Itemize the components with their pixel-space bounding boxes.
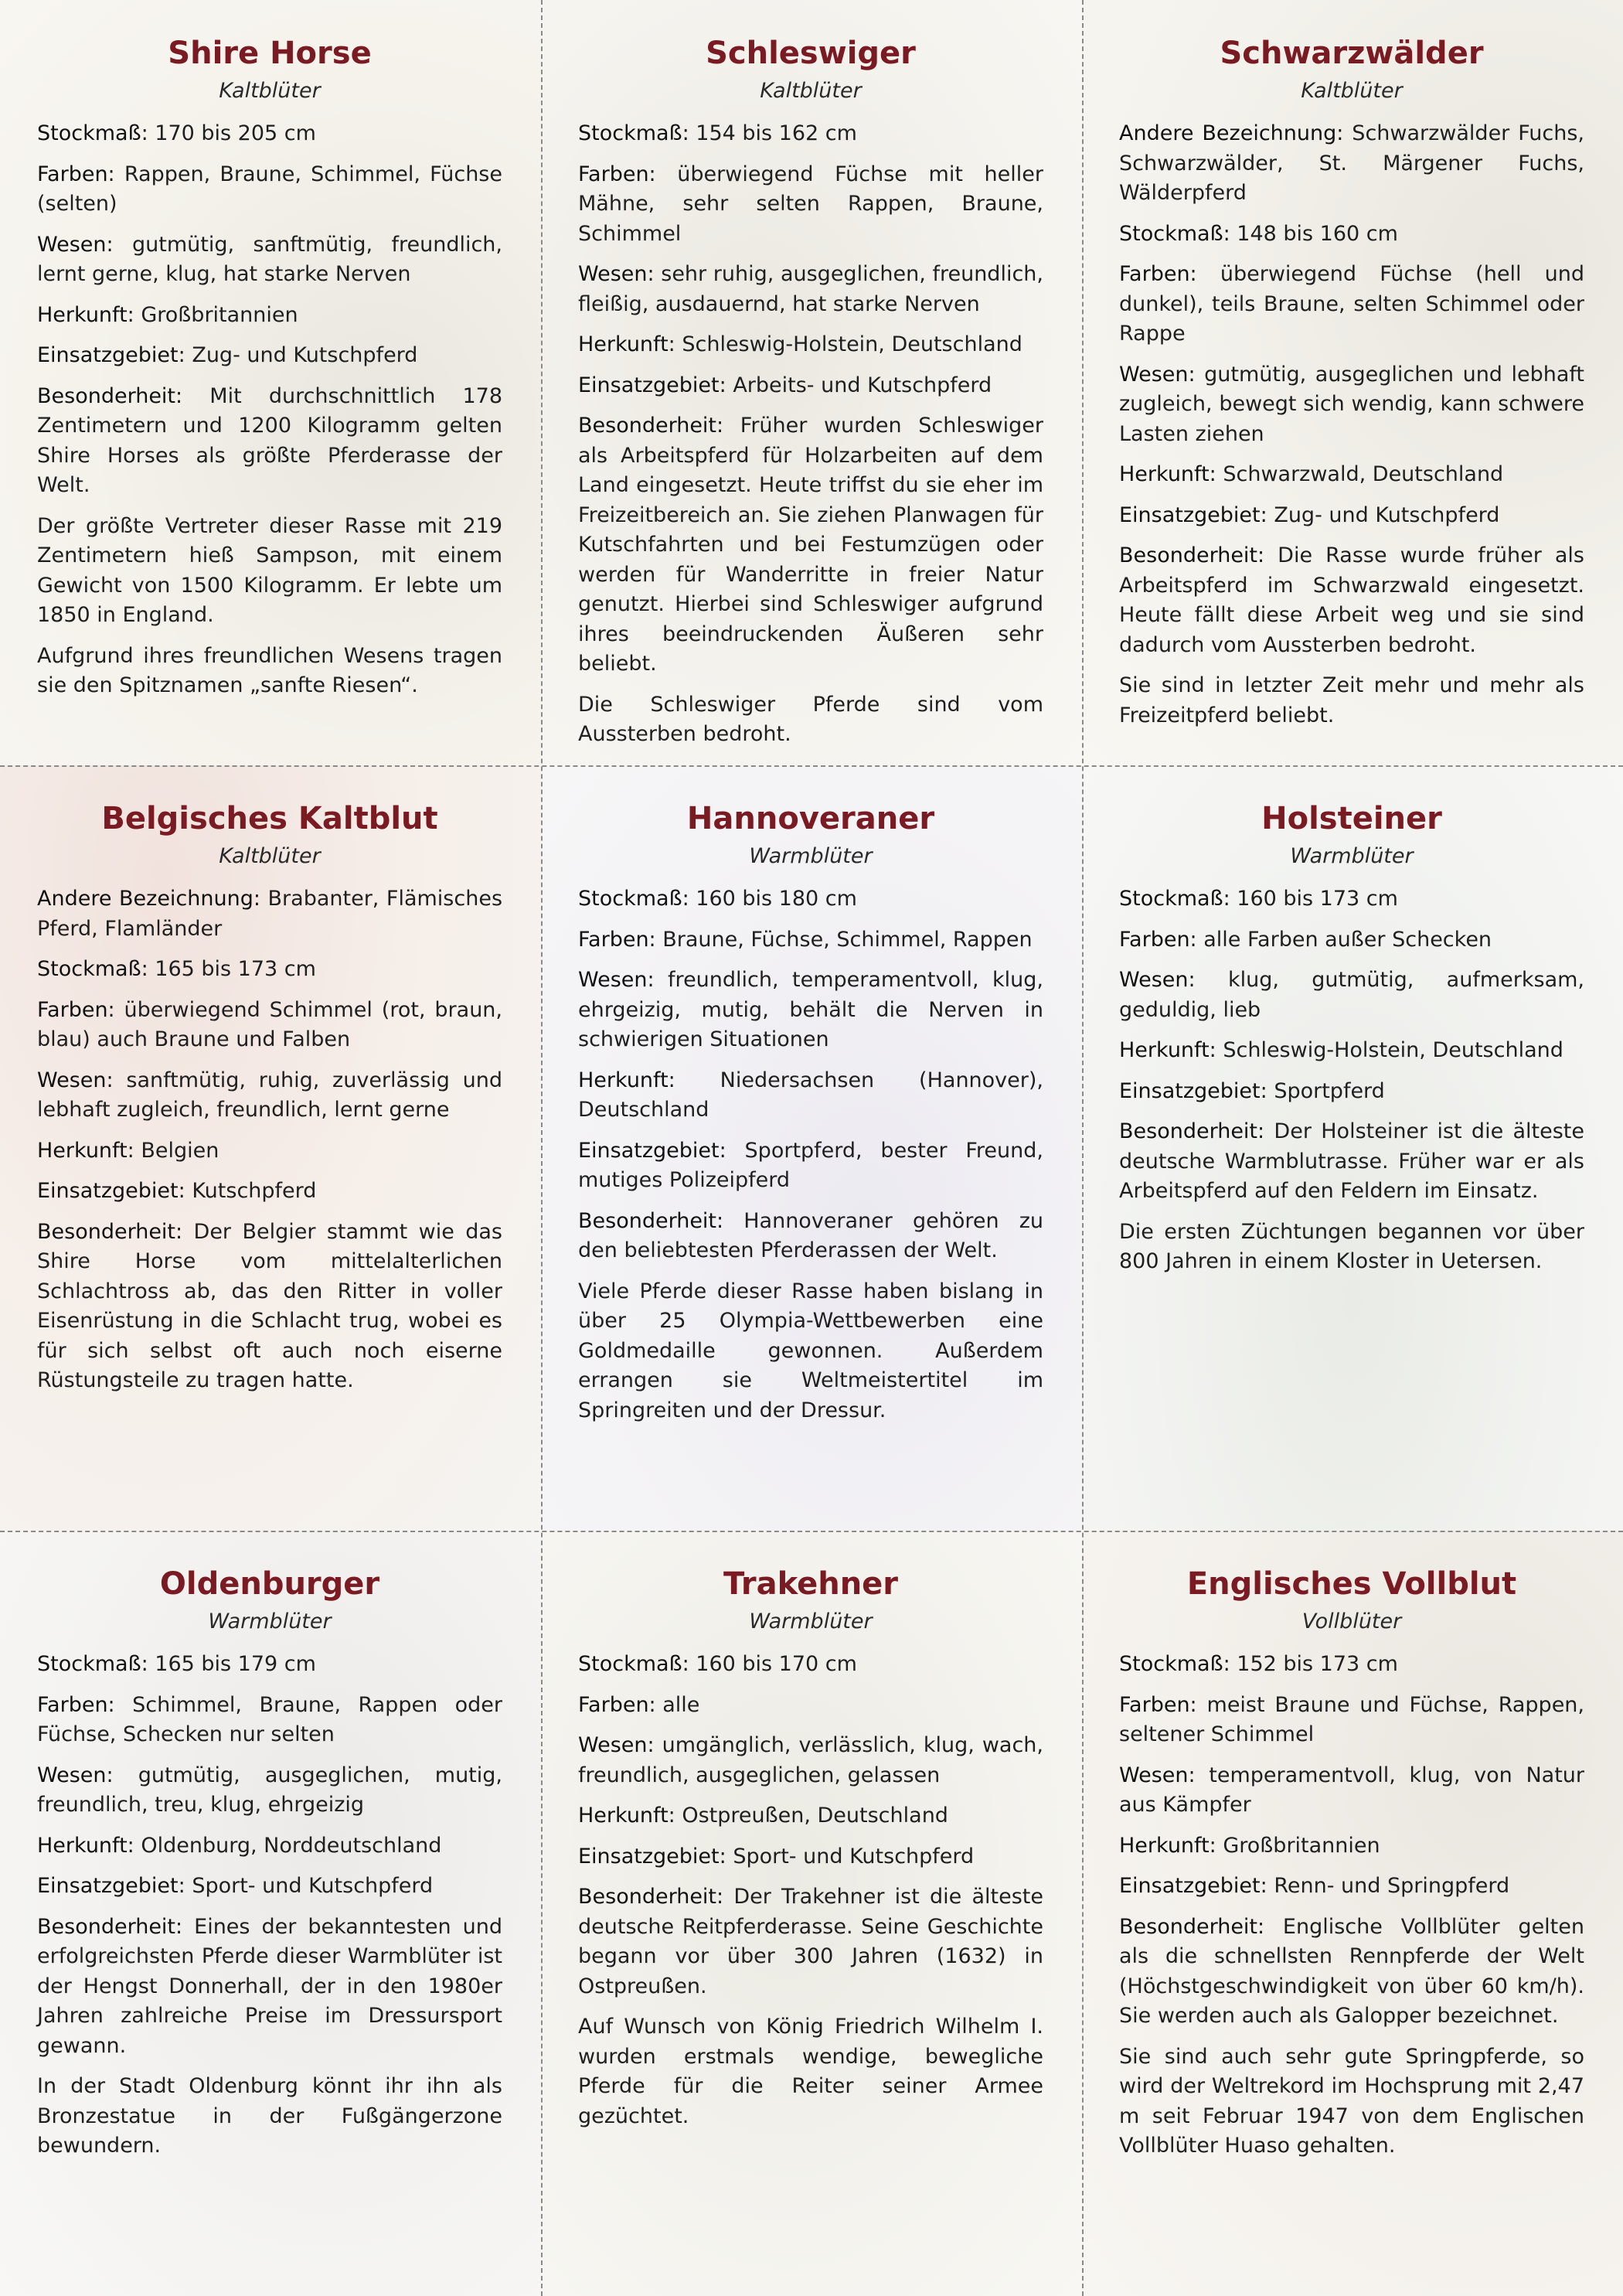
cut-line-vertical [1082,0,1084,2296]
card-subtitle: Kaltblüter [760,79,862,103]
card-field [578,1731,1043,1790]
card-field [37,884,502,944]
card-field [1119,541,1584,660]
card-title: Holsteiner [1261,801,1442,836]
field-value: Der Trakehner ist die älteste deutsche Reitpferderasse. Seine Geschichte begann vor über 300 Jahren (1632) in Ostpreußen. [578,1885,1043,1998]
card-field [1119,501,1584,531]
horse-card [0,765,541,1531]
field-value: alle Farben außer Schecken [1196,927,1492,952]
field-label: Farben: [37,1692,115,1717]
field-value: Großbritannien [1216,1833,1380,1858]
field-label: Besonderheit: [37,1914,183,1939]
horse-card [0,1531,541,2296]
card-paragraph: In der Stadt Oldenburg könnt ihr ihn als Bronzestatue in der Fußgängerzone bewundern. [37,2074,502,2158]
field-label: Besonderheit: [1119,1119,1265,1143]
field-label: Einsatzgebiet: [578,1844,726,1868]
card-field [37,1066,502,1126]
card-title: Oldenburger [159,1566,380,1602]
field-value: 152 bis 173 cm [1230,1652,1398,1676]
field-value: 148 bis 160 cm [1230,221,1398,246]
field-value: Niedersachsen (Hannover), Deutschland [578,1068,1043,1122]
field-label: Wesen: [1119,1763,1196,1787]
card-field [578,1882,1043,2001]
card-field [37,1136,502,1167]
card-field [37,955,502,985]
field-value: Zug- und Kutschpferd [185,343,418,367]
horse-card [541,765,1082,1531]
field-label: Einsatzgebiet: [578,373,726,397]
card-field [37,1913,502,2062]
card-field [578,925,1043,956]
cut-line-vertical [541,0,543,2296]
card-paragraph: Aufgrund ihres freundlichen Wesens tragen sie den Spitznamen „sanfte Riesen“. [37,643,502,697]
card-paragraph: Der größte Vertreter dieser Rasse mit 219 Zentimetern hieß Sampson, mit einem Gewicht von 1500 Kilogramm. Er lebte um 1850 in England. [37,513,502,627]
card-paragraph: Viele Pferde dieser Rasse haben bislang in über 25 Olympia-Wettbewerben eine Goldmedaille gewonnen. Außerdem errangen sie Weltmeistertitel im Springreiten und der Dressur. [578,1279,1043,1422]
field-value: Schimmel, Braune, Rappen oder Füchse, Schecken nur selten [37,1692,502,1746]
field-label: Einsatzgebiet: [578,1138,726,1163]
card-field [1119,360,1584,450]
card-field [1119,1913,1584,2032]
card-field [37,301,502,331]
field-value: klug, gutmütig, aufmerksam, geduldig, lieb [1119,968,1584,1022]
card-paragraph: Sie sind in letzter Zeit mehr und mehr als Freizeitpferd beliebt. [1119,673,1584,727]
horse-card [0,0,541,765]
card-field [578,1066,1043,1126]
card-field [578,1842,1043,1872]
field-value: Sport- und Kutschpferd [185,1874,434,1898]
field-value: meist Braune und Füchse, Rappen, seltener Schimmel [1119,1692,1584,1746]
field-value: Brabanter, Flämisches Pferd, Flamländer [37,887,503,941]
card-title: Shire Horse [168,36,372,71]
card-title: Schwarzwälder [1220,36,1484,71]
field-value: Ostpreußen, Deutschland [675,1804,948,1828]
field-label: Stockmaß: [1119,1652,1230,1676]
field-value: Englische Vollblüter gelten als die schnellsten Rennpferde der Welt (Höchstgeschwindigkeit von über 60 km/h). Sie werden auch als Galopper bezeichnet. [1119,1914,1584,2028]
field-value: sehr ruhig, ausgeglichen, freundlich, fleißig, ausdauernd, hat starke Nerven [578,262,1043,316]
card-field [578,1650,1043,1680]
card-field [578,966,1043,1055]
card-field [578,1207,1043,1266]
card-field [37,1831,502,1862]
field-value: 160 bis 173 cm [1230,887,1398,911]
card-field [1119,925,1584,956]
field-value: temperamentvoll, klug, von Natur aus Kämpfer [1119,1763,1584,1817]
field-value: 154 bis 162 cm [689,121,857,145]
card-field [1119,1872,1584,1902]
field-label: Besonderheit: [578,1208,724,1233]
field-label: Besonderheit: [1119,1914,1265,1939]
card-field [578,260,1043,319]
card-field [37,1650,502,1680]
field-value: überwiegend Füchse (hell und dunkel), teils Braune, selten Schimmel oder Rappe [1119,262,1584,346]
card-paragraph: Die ersten Züchtungen begannen vor über 800 Jahren in einem Kloster in Uetersen. [1119,1219,1584,1273]
field-value: freundlich, temperamentvoll, klug, ehrgeizig, mutig, behält die Nerven in schwierigen Situationen [578,968,1043,1051]
field-label: Farben: [578,927,656,952]
card-field [37,382,502,501]
cut-line-horizontal [0,1531,1623,1532]
card-field [37,230,502,290]
field-value: Schwarzwälder Fuchs, Schwarzwälder, St. Märgener Fuchs, Wälderpferd [1119,121,1585,205]
field-value: Mit durchschnittlich 178 Zentimetern und 1200 Kilogramm gelten Shire Horses als größte Pferderasse der Welt. [37,383,502,497]
field-value: Sportpferd [1267,1078,1385,1103]
field-value: 165 bis 179 cm [148,1652,316,1676]
card-paragraph: Sie sind auch sehr gute Springpferde, so wird der Weltrekord im Hochsprung mit 2,47 m seit Februar 1947 von dem Englischen Vollblüter Huaso gehalten. [1119,2044,1584,2158]
field-label: Farben: [578,1692,656,1717]
field-value: überwiegend Schimmel (rot, braun, blau) auch Braune und Falben [37,997,502,1051]
field-label: Wesen: [578,1733,655,1757]
card-subtitle: Warmblüter [208,1610,332,1633]
card-field [37,160,502,220]
card-field [1119,1036,1584,1066]
field-value: Arbeits- und Kutschpferd [726,373,992,397]
field-value: Die Rasse wurde früher als Arbeitspferd im Schwarzwald eingesetzt. Heute fällt diese Arbeit weg und sie sind dadurch vom Aussterben bedroht. [1119,543,1584,657]
field-label: Wesen: [1119,968,1196,992]
card-title: Hannoveraner [686,801,935,836]
field-value: Zug- und Kutschpferd [1267,502,1500,527]
field-value: 160 bis 180 cm [689,887,857,911]
field-value: 160 bis 170 cm [689,1652,857,1676]
field-value: Der Holsteiner ist die älteste deutsche Warmblutrasse. Früher war er als Arbeitspferd auf den Feldern im Einsatz. [1119,1119,1584,1203]
card-field [578,119,1043,149]
field-value: Der Belgier stammt wie das Shire Horse vom mittelalterlichen Schlachtross ab, das den Ritter in voller Eisenrüstung in die Schlacht trug, wobei es für sich selbst oft auch noch eiserne Rüstungsteile zu tragen hatte. [37,1219,502,1392]
field-label: Besonderheit: [578,1885,724,1909]
field-value: Eines der bekanntesten und erfolgreichsten Pferde dieser Warmblüter ist der Hengst Donnerhall, der in den 1980er Jahren zahlreiche Preise im Dressursport gewann. [37,1914,502,2058]
field-label: Andere Bezeichnung: [1119,121,1344,145]
field-label: Einsatzgebiet: [1119,1078,1267,1103]
field-label: Einsatzgebiet: [1119,502,1267,527]
field-label: Farben: [1119,1692,1197,1717]
field-label: Wesen: [1119,362,1196,387]
card-field [1119,966,1584,1025]
cut-line-horizontal [0,765,1623,767]
card-field [1119,1761,1584,1821]
field-value: Schleswig-Holstein, Deutschland [1216,1038,1563,1062]
field-label: Andere Bezeichnung: [37,887,260,911]
field-value: Sportpferd, bester Freund, mutiges Polizeipferd [578,1138,1043,1192]
card-subtitle: Warmblüter [1290,844,1414,868]
card-field [1119,884,1584,915]
card-paragraph: Auf Wunsch von König Friedrich Wilhelm I. wurden erstmals wendige, bewegliche Pferde für die Reiter seiner Armee gezüchtet. [578,2015,1043,2128]
field-label: Besonderheit: [37,1219,183,1244]
field-label: Wesen: [37,232,114,257]
field-label: Herkunft: [1119,1038,1216,1062]
card-subtitle: Kaltblüter [219,844,321,868]
field-label: Herkunft: [1119,1833,1216,1858]
card-field [1119,260,1584,349]
field-label: Farben: [37,997,115,1022]
field-label: Farben: [578,162,656,186]
card-title: Belgisches Kaltblut [101,801,438,836]
card-field [578,160,1043,250]
field-label: Wesen: [37,1763,114,1787]
card-field [1119,1117,1584,1207]
card-field [1119,1831,1584,1862]
card-subtitle: Kaltblüter [219,79,321,103]
card-field [37,996,502,1055]
field-value: Schleswig-Holstein, Deutschland [675,332,1022,356]
horse-card [541,0,1082,765]
field-value: 170 bis 205 cm [148,121,316,145]
card-field [578,330,1043,360]
field-label: Einsatzgebiet: [37,343,185,367]
card-field [578,1691,1043,1721]
field-label: Herkunft: [37,302,134,327]
field-label: Farben: [1119,262,1197,286]
card-field [37,1691,502,1750]
card-field [1119,460,1584,490]
card-title: Trakehner [723,1566,899,1602]
field-value: alle [655,1692,700,1717]
card-field [578,1801,1043,1831]
field-label: Einsatzgebiet: [37,1874,185,1898]
field-label: Herkunft: [578,1804,675,1828]
field-label: Wesen: [578,262,655,286]
field-value: gutmütig, ausgeglichen, mutig, freundlich, treu, klug, ehrgeizig [37,1763,502,1817]
field-label: Stockmaß: [37,957,148,981]
field-value: Belgien [134,1138,219,1163]
field-value: Kutschpferd [185,1179,317,1203]
field-label: Stockmaß: [578,121,689,145]
field-value: Hannoveraner gehören zu den beliebtesten Pferderassen der Welt. [578,1208,1043,1262]
card-field [37,341,502,371]
card-field [37,1218,502,1396]
card-subtitle: Vollblüter [1301,1610,1402,1633]
horse-card [1082,1531,1623,2296]
card-field [1119,220,1584,250]
horse-card [1082,765,1623,1531]
field-label: Stockmaß: [1119,887,1230,911]
field-label: Wesen: [578,968,655,992]
field-value: Früher wurden Schleswiger als Arbeitspferd für Holzarbeiten auf dem Land eingesetzt. Heute triffst du sie eher im Freizeitbereich an. Sie ziehen Planwagen für Kutschfahrten und bei Festumzügen oder werden für Wanderritte in freier Natur genutzt. Hierbei sind Schleswiger aufgrund ihres beeindruckenden Äußeren sehr beliebt. [578,414,1043,676]
field-value: Großbritannien [134,302,298,327]
card-title: Englisches Vollblut [1186,1566,1517,1602]
card-paragraph: Die Schleswiger Pferde sind vom Aussterben bedroht. [578,692,1043,746]
field-label: Einsatzgebiet: [1119,1874,1267,1898]
card-field [1119,1650,1584,1680]
field-value: überwiegend Füchse mit heller Mähne, sehr selten Rappen, Braune, Schimmel [578,162,1043,246]
field-label: Herkunft: [37,1138,134,1163]
card-field [578,1136,1043,1196]
card-field [578,371,1043,401]
field-value: sanftmütig, ruhig, zuverlässig und lebhaft zugleich, freundlich, lernt gerne [37,1068,502,1122]
field-label: Herkunft: [578,332,675,356]
field-label: Herkunft: [37,1833,134,1858]
field-value: umgänglich, verlässlich, klug, wach, freundlich, ausgeglichen, gelassen [578,1733,1043,1787]
field-value: Oldenburg, Norddeutschland [134,1833,442,1858]
field-value: gutmütig, sanftmütig, freundlich, lernt gerne, klug, hat starke Nerven [37,232,502,286]
field-label: Stockmaß: [1119,221,1230,246]
card-subtitle: Warmblüter [749,1610,873,1633]
field-label: Stockmaß: [37,1652,148,1676]
field-value: gutmütig, ausgeglichen und lebhaft zugleich, bewegt sich wendig, kann schwere Lasten ziehen [1119,362,1584,446]
field-label: Farben: [1119,927,1197,952]
card-field [1119,1691,1584,1750]
field-label: Herkunft: [578,1068,675,1092]
field-value: Sport- und Kutschpferd [726,1844,975,1868]
card-field [37,1177,502,1207]
field-value: Renn- und Springpferd [1267,1874,1510,1898]
card-subtitle: Warmblüter [749,844,873,868]
card-field [1119,1077,1584,1107]
card-field [37,1872,502,1902]
card-subtitle: Kaltblüter [1301,79,1403,103]
field-value: Rappen, Braune, Schimmel, Füchse (selten) [37,162,502,216]
horse-card [541,1531,1082,2296]
field-label: Stockmaß: [37,121,148,145]
card-field [578,884,1043,915]
card-field [1119,119,1584,209]
field-value: 165 bis 173 cm [148,957,316,981]
card-field [578,411,1043,680]
card-title: Schleswiger [706,36,916,71]
field-label: Einsatzgebiet: [37,1179,185,1203]
field-label: Besonderheit: [1119,543,1265,567]
card-field [37,119,502,149]
field-label: Farben: [37,162,115,186]
field-label: Besonderheit: [37,383,183,408]
field-label: Wesen: [37,1068,114,1092]
field-label: Stockmaß: [578,887,689,911]
card-field [37,1761,502,1821]
field-label: Besonderheit: [578,414,724,438]
field-label: Herkunft: [1119,462,1216,486]
field-value: Schwarzwald, Deutschland [1216,462,1504,486]
field-value: Braune, Füchse, Schimmel, Rappen [655,927,1033,952]
horse-card [1082,0,1623,765]
field-label: Stockmaß: [578,1652,689,1676]
